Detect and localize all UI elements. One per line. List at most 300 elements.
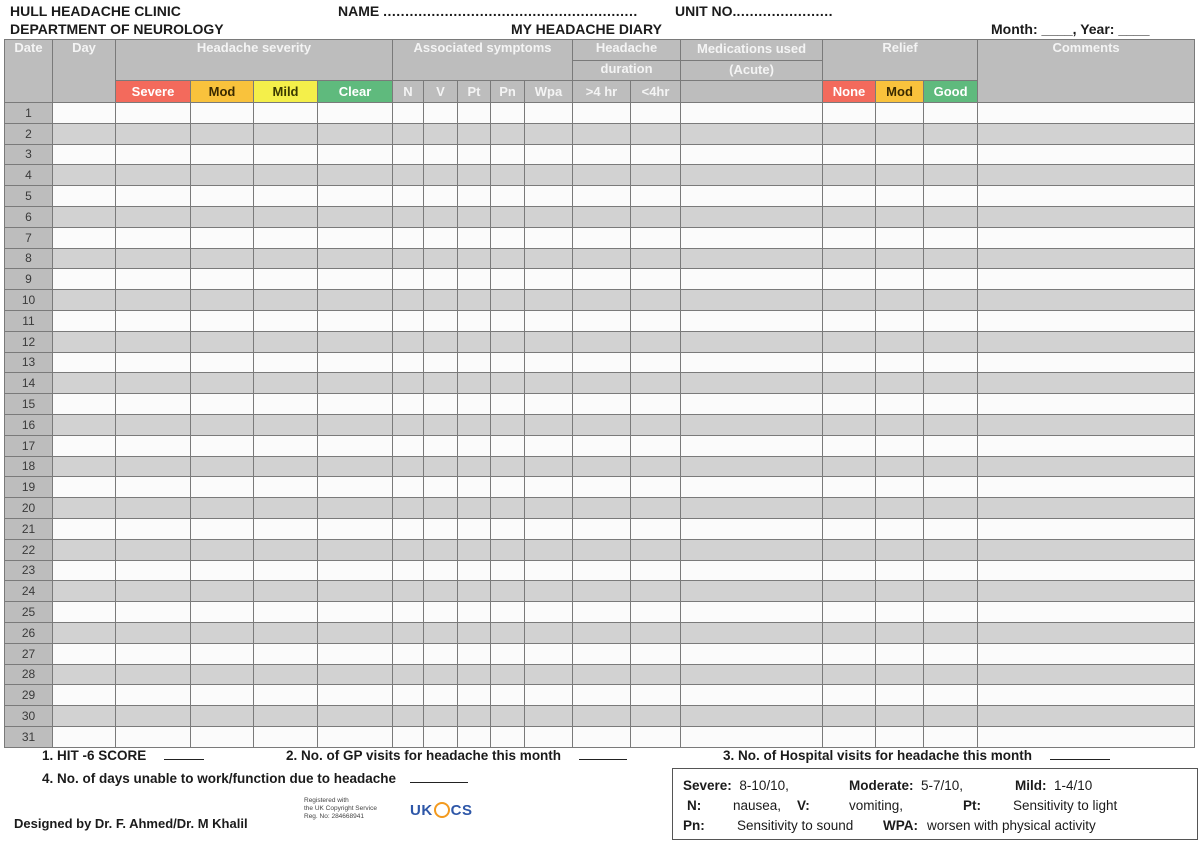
day-cell[interactable]: [53, 518, 116, 539]
relief-good-cell[interactable]: [924, 726, 978, 747]
relief-mod-cell[interactable]: [876, 103, 924, 124]
unit-no-field[interactable]: [675, 3, 833, 19]
mod-cell[interactable]: [191, 581, 254, 602]
clear-cell[interactable]: [318, 290, 393, 311]
relief-good-cell[interactable]: [924, 477, 978, 498]
lt4hr-cell[interactable]: [631, 227, 681, 248]
pn-cell[interactable]: [491, 165, 525, 186]
severe-cell[interactable]: [116, 518, 191, 539]
mild-cell[interactable]: [254, 248, 318, 269]
n-cell[interactable]: [393, 539, 424, 560]
lt4hr-cell[interactable]: [631, 643, 681, 664]
clear-cell[interactable]: [318, 331, 393, 352]
pt-cell[interactable]: [458, 435, 491, 456]
mild-cell[interactable]: [254, 581, 318, 602]
medications-cell[interactable]: [681, 435, 823, 456]
pn-cell[interactable]: [491, 227, 525, 248]
severe-cell[interactable]: [116, 352, 191, 373]
day-cell[interactable]: [53, 394, 116, 415]
day-cell[interactable]: [53, 622, 116, 643]
day-cell[interactable]: [53, 310, 116, 331]
wpa-cell[interactable]: [525, 165, 573, 186]
relief-good-cell[interactable]: [924, 581, 978, 602]
lt4hr-cell[interactable]: [631, 331, 681, 352]
comments-cell[interactable]: [978, 685, 1195, 706]
gt4hr-cell[interactable]: [573, 227, 631, 248]
v-cell[interactable]: [424, 373, 458, 394]
relief-good-cell[interactable]: [924, 248, 978, 269]
clear-cell[interactable]: [318, 539, 393, 560]
gt4hr-cell[interactable]: [573, 498, 631, 519]
relief-good-cell[interactable]: [924, 602, 978, 623]
severe-cell[interactable]: [116, 248, 191, 269]
wpa-cell[interactable]: [525, 144, 573, 165]
day-cell[interactable]: [53, 726, 116, 747]
gt4hr-cell[interactable]: [573, 103, 631, 124]
gt4hr-cell[interactable]: [573, 248, 631, 269]
mild-cell[interactable]: [254, 664, 318, 685]
pt-cell[interactable]: [458, 227, 491, 248]
mod-cell[interactable]: [191, 269, 254, 290]
day-cell[interactable]: [53, 144, 116, 165]
comments-cell[interactable]: [978, 206, 1195, 227]
mild-cell[interactable]: [254, 643, 318, 664]
mod-cell[interactable]: [191, 622, 254, 643]
day-cell[interactable]: [53, 581, 116, 602]
v-cell[interactable]: [424, 685, 458, 706]
relief-mod-cell[interactable]: [876, 622, 924, 643]
n-cell[interactable]: [393, 726, 424, 747]
day-cell[interactable]: [53, 685, 116, 706]
relief-good-cell[interactable]: [924, 643, 978, 664]
mod-cell[interactable]: [191, 290, 254, 311]
lt4hr-cell[interactable]: [631, 498, 681, 519]
n-cell[interactable]: [393, 186, 424, 207]
clear-cell[interactable]: [318, 352, 393, 373]
day-cell[interactable]: [53, 456, 116, 477]
pn-cell[interactable]: [491, 518, 525, 539]
relief-none-cell[interactable]: [823, 643, 876, 664]
relief-none-cell[interactable]: [823, 435, 876, 456]
mod-cell[interactable]: [191, 206, 254, 227]
relief-mod-cell[interactable]: [876, 310, 924, 331]
severe-cell[interactable]: [116, 414, 191, 435]
medications-cell[interactable]: [681, 103, 823, 124]
n-cell[interactable]: [393, 685, 424, 706]
hospital-visits-field[interactable]: [723, 748, 1110, 763]
gt4hr-cell[interactable]: [573, 394, 631, 415]
relief-none-cell[interactable]: [823, 331, 876, 352]
relief-mod-cell[interactable]: [876, 560, 924, 581]
v-cell[interactable]: [424, 144, 458, 165]
gt4hr-cell[interactable]: [573, 726, 631, 747]
v-cell[interactable]: [424, 518, 458, 539]
severe-cell[interactable]: [116, 310, 191, 331]
v-cell[interactable]: [424, 560, 458, 581]
comments-cell[interactable]: [978, 560, 1195, 581]
severe-cell[interactable]: [116, 498, 191, 519]
comments-cell[interactable]: [978, 581, 1195, 602]
clear-cell[interactable]: [318, 643, 393, 664]
relief-none-cell[interactable]: [823, 123, 876, 144]
relief-none-cell[interactable]: [823, 726, 876, 747]
n-cell[interactable]: [393, 706, 424, 727]
v-cell[interactable]: [424, 186, 458, 207]
mod-cell[interactable]: [191, 685, 254, 706]
relief-none-cell[interactable]: [823, 394, 876, 415]
name-field[interactable]: [338, 3, 638, 19]
comments-cell[interactable]: [978, 227, 1195, 248]
comments-cell[interactable]: [978, 290, 1195, 311]
relief-none-cell[interactable]: [823, 581, 876, 602]
mod-cell[interactable]: [191, 643, 254, 664]
relief-mod-cell[interactable]: [876, 248, 924, 269]
mild-cell[interactable]: [254, 331, 318, 352]
lt4hr-cell[interactable]: [631, 290, 681, 311]
wpa-cell[interactable]: [525, 269, 573, 290]
pt-cell[interactable]: [458, 394, 491, 415]
v-cell[interactable]: [424, 290, 458, 311]
relief-mod-cell[interactable]: [876, 331, 924, 352]
v-cell[interactable]: [424, 477, 458, 498]
lt4hr-cell[interactable]: [631, 560, 681, 581]
wpa-cell[interactable]: [525, 414, 573, 435]
v-cell[interactable]: [424, 726, 458, 747]
n-cell[interactable]: [393, 206, 424, 227]
relief-good-cell[interactable]: [924, 186, 978, 207]
wpa-cell[interactable]: [525, 477, 573, 498]
gt4hr-cell[interactable]: [573, 706, 631, 727]
days-unable-field[interactable]: [42, 771, 468, 786]
medications-cell[interactable]: [681, 331, 823, 352]
relief-mod-cell[interactable]: [876, 186, 924, 207]
relief-mod-cell[interactable]: [876, 352, 924, 373]
pn-cell[interactable]: [491, 373, 525, 394]
relief-good-cell[interactable]: [924, 456, 978, 477]
severe-cell[interactable]: [116, 706, 191, 727]
mod-cell[interactable]: [191, 103, 254, 124]
gt4hr-cell[interactable]: [573, 165, 631, 186]
pn-cell[interactable]: [491, 581, 525, 602]
mild-cell[interactable]: [254, 123, 318, 144]
v-cell[interactable]: [424, 269, 458, 290]
mod-cell[interactable]: [191, 331, 254, 352]
comments-cell[interactable]: [978, 622, 1195, 643]
n-cell[interactable]: [393, 352, 424, 373]
relief-good-cell[interactable]: [924, 518, 978, 539]
wpa-cell[interactable]: [525, 352, 573, 373]
wpa-cell[interactable]: [525, 560, 573, 581]
clear-cell[interactable]: [318, 227, 393, 248]
mild-cell[interactable]: [254, 373, 318, 394]
mod-cell[interactable]: [191, 227, 254, 248]
v-cell[interactable]: [424, 352, 458, 373]
wpa-cell[interactable]: [525, 394, 573, 415]
n-cell[interactable]: [393, 664, 424, 685]
lt4hr-cell[interactable]: [631, 186, 681, 207]
relief-good-cell[interactable]: [924, 290, 978, 311]
severe-cell[interactable]: [116, 477, 191, 498]
day-cell[interactable]: [53, 165, 116, 186]
clear-cell[interactable]: [318, 518, 393, 539]
comments-cell[interactable]: [978, 331, 1195, 352]
day-cell[interactable]: [53, 414, 116, 435]
relief-none-cell[interactable]: [823, 290, 876, 311]
pt-cell[interactable]: [458, 123, 491, 144]
mod-cell[interactable]: [191, 602, 254, 623]
relief-mod-cell[interactable]: [876, 477, 924, 498]
pt-cell[interactable]: [458, 518, 491, 539]
relief-good-cell[interactable]: [924, 206, 978, 227]
pt-cell[interactable]: [458, 331, 491, 352]
wpa-cell[interactable]: [525, 622, 573, 643]
n-cell[interactable]: [393, 622, 424, 643]
pn-cell[interactable]: [491, 477, 525, 498]
severe-cell[interactable]: [116, 394, 191, 415]
v-cell[interactable]: [424, 435, 458, 456]
pn-cell[interactable]: [491, 643, 525, 664]
mod-cell[interactable]: [191, 414, 254, 435]
relief-none-cell[interactable]: [823, 165, 876, 186]
wpa-cell[interactable]: [525, 373, 573, 394]
relief-good-cell[interactable]: [924, 103, 978, 124]
wpa-cell[interactable]: [525, 498, 573, 519]
lt4hr-cell[interactable]: [631, 103, 681, 124]
comments-cell[interactable]: [978, 394, 1195, 415]
n-cell[interactable]: [393, 456, 424, 477]
pn-cell[interactable]: [491, 560, 525, 581]
v-cell[interactable]: [424, 456, 458, 477]
severe-cell[interactable]: [116, 456, 191, 477]
gt4hr-cell[interactable]: [573, 269, 631, 290]
pn-cell[interactable]: [491, 664, 525, 685]
pn-cell[interactable]: [491, 269, 525, 290]
medications-cell[interactable]: [681, 706, 823, 727]
relief-mod-cell[interactable]: [876, 581, 924, 602]
severe-cell[interactable]: [116, 622, 191, 643]
pn-cell[interactable]: [491, 310, 525, 331]
relief-none-cell[interactable]: [823, 269, 876, 290]
day-cell[interactable]: [53, 352, 116, 373]
comments-cell[interactable]: [978, 103, 1195, 124]
pn-cell[interactable]: [491, 685, 525, 706]
medications-cell[interactable]: [681, 123, 823, 144]
severe-cell[interactable]: [116, 373, 191, 394]
relief-good-cell[interactable]: [924, 539, 978, 560]
comments-cell[interactable]: [978, 664, 1195, 685]
pn-cell[interactable]: [491, 706, 525, 727]
wpa-cell[interactable]: [525, 726, 573, 747]
lt4hr-cell[interactable]: [631, 269, 681, 290]
gt4hr-cell[interactable]: [573, 539, 631, 560]
hit6-blank[interactable]: [164, 759, 204, 760]
day-cell[interactable]: [53, 331, 116, 352]
day-cell[interactable]: [53, 103, 116, 124]
relief-mod-cell[interactable]: [876, 726, 924, 747]
n-cell[interactable]: [393, 269, 424, 290]
severe-cell[interactable]: [116, 539, 191, 560]
day-cell[interactable]: [53, 477, 116, 498]
n-cell[interactable]: [393, 331, 424, 352]
n-cell[interactable]: [393, 581, 424, 602]
medications-cell[interactable]: [681, 539, 823, 560]
v-cell[interactable]: [424, 622, 458, 643]
day-cell[interactable]: [53, 560, 116, 581]
relief-mod-cell[interactable]: [876, 144, 924, 165]
relief-good-cell[interactable]: [924, 498, 978, 519]
lt4hr-cell[interactable]: [631, 518, 681, 539]
day-cell[interactable]: [53, 498, 116, 519]
wpa-cell[interactable]: [525, 539, 573, 560]
relief-good-cell[interactable]: [924, 414, 978, 435]
mod-cell[interactable]: [191, 518, 254, 539]
day-cell[interactable]: [53, 643, 116, 664]
severe-cell[interactable]: [116, 290, 191, 311]
gt4hr-cell[interactable]: [573, 414, 631, 435]
gt4hr-cell[interactable]: [573, 518, 631, 539]
n-cell[interactable]: [393, 498, 424, 519]
mod-cell[interactable]: [191, 560, 254, 581]
mod-cell[interactable]: [191, 706, 254, 727]
mod-cell[interactable]: [191, 352, 254, 373]
hospital-visits-blank[interactable]: [1050, 759, 1110, 760]
relief-none-cell[interactable]: [823, 414, 876, 435]
day-cell[interactable]: [53, 269, 116, 290]
comments-cell[interactable]: [978, 477, 1195, 498]
pt-cell[interactable]: [458, 602, 491, 623]
day-cell[interactable]: [53, 290, 116, 311]
relief-mod-cell[interactable]: [876, 165, 924, 186]
wpa-cell[interactable]: [525, 186, 573, 207]
relief-none-cell[interactable]: [823, 456, 876, 477]
relief-none-cell[interactable]: [823, 352, 876, 373]
relief-good-cell[interactable]: [924, 331, 978, 352]
pt-cell[interactable]: [458, 477, 491, 498]
pt-cell[interactable]: [458, 456, 491, 477]
pn-cell[interactable]: [491, 123, 525, 144]
mod-cell[interactable]: [191, 539, 254, 560]
day-cell[interactable]: [53, 248, 116, 269]
medications-cell[interactable]: [681, 643, 823, 664]
severe-cell[interactable]: [116, 103, 191, 124]
pt-cell[interactable]: [458, 560, 491, 581]
n-cell[interactable]: [393, 477, 424, 498]
relief-none-cell[interactable]: [823, 685, 876, 706]
pt-cell[interactable]: [458, 706, 491, 727]
lt4hr-cell[interactable]: [631, 664, 681, 685]
clear-cell[interactable]: [318, 123, 393, 144]
wpa-cell[interactable]: [525, 248, 573, 269]
v-cell[interactable]: [424, 706, 458, 727]
comments-cell[interactable]: [978, 373, 1195, 394]
relief-good-cell[interactable]: [924, 664, 978, 685]
pt-cell[interactable]: [458, 622, 491, 643]
v-cell[interactable]: [424, 581, 458, 602]
gt4hr-cell[interactable]: [573, 664, 631, 685]
gt4hr-cell[interactable]: [573, 456, 631, 477]
pt-cell[interactable]: [458, 414, 491, 435]
n-cell[interactable]: [393, 560, 424, 581]
mild-cell[interactable]: [254, 144, 318, 165]
lt4hr-cell[interactable]: [631, 165, 681, 186]
wpa-cell[interactable]: [525, 685, 573, 706]
lt4hr-cell[interactable]: [631, 123, 681, 144]
clear-cell[interactable]: [318, 477, 393, 498]
comments-cell[interactable]: [978, 123, 1195, 144]
relief-none-cell[interactable]: [823, 144, 876, 165]
medications-cell[interactable]: [681, 518, 823, 539]
pt-cell[interactable]: [458, 726, 491, 747]
mild-cell[interactable]: [254, 435, 318, 456]
lt4hr-cell[interactable]: [631, 706, 681, 727]
comments-cell[interactable]: [978, 456, 1195, 477]
comments-cell[interactable]: [978, 435, 1195, 456]
severe-cell[interactable]: [116, 123, 191, 144]
lt4hr-cell[interactable]: [631, 477, 681, 498]
relief-none-cell[interactable]: [823, 518, 876, 539]
mild-cell[interactable]: [254, 602, 318, 623]
clear-cell[interactable]: [318, 186, 393, 207]
mod-cell[interactable]: [191, 123, 254, 144]
relief-none-cell[interactable]: [823, 227, 876, 248]
day-cell[interactable]: [53, 373, 116, 394]
pn-cell[interactable]: [491, 622, 525, 643]
hit6-score-field[interactable]: [42, 748, 204, 763]
pn-cell[interactable]: [491, 206, 525, 227]
day-cell[interactable]: [53, 706, 116, 727]
medications-cell[interactable]: [681, 144, 823, 165]
mod-cell[interactable]: [191, 186, 254, 207]
gt4hr-cell[interactable]: [573, 643, 631, 664]
relief-mod-cell[interactable]: [876, 123, 924, 144]
day-cell[interactable]: [53, 123, 116, 144]
medications-cell[interactable]: [681, 394, 823, 415]
clear-cell[interactable]: [318, 269, 393, 290]
mod-cell[interactable]: [191, 394, 254, 415]
gt4hr-cell[interactable]: [573, 477, 631, 498]
mild-cell[interactable]: [254, 227, 318, 248]
severe-cell[interactable]: [116, 269, 191, 290]
lt4hr-cell[interactable]: [631, 581, 681, 602]
clear-cell[interactable]: [318, 394, 393, 415]
pt-cell[interactable]: [458, 685, 491, 706]
mild-cell[interactable]: [254, 290, 318, 311]
severe-cell[interactable]: [116, 206, 191, 227]
severe-cell[interactable]: [116, 227, 191, 248]
wpa-cell[interactable]: [525, 206, 573, 227]
pt-cell[interactable]: [458, 581, 491, 602]
pt-cell[interactable]: [458, 165, 491, 186]
v-cell[interactable]: [424, 602, 458, 623]
severe-cell[interactable]: [116, 581, 191, 602]
v-cell[interactable]: [424, 103, 458, 124]
medications-cell[interactable]: [681, 373, 823, 394]
gt4hr-cell[interactable]: [573, 622, 631, 643]
wpa-cell[interactable]: [525, 456, 573, 477]
n-cell[interactable]: [393, 144, 424, 165]
pn-cell[interactable]: [491, 539, 525, 560]
relief-mod-cell[interactable]: [876, 539, 924, 560]
pt-cell[interactable]: [458, 539, 491, 560]
medications-cell[interactable]: [681, 248, 823, 269]
mild-cell[interactable]: [254, 310, 318, 331]
mod-cell[interactable]: [191, 248, 254, 269]
clear-cell[interactable]: [318, 498, 393, 519]
mild-cell[interactable]: [254, 539, 318, 560]
comments-cell[interactable]: [978, 352, 1195, 373]
gt4hr-cell[interactable]: [573, 685, 631, 706]
clear-cell[interactable]: [318, 456, 393, 477]
